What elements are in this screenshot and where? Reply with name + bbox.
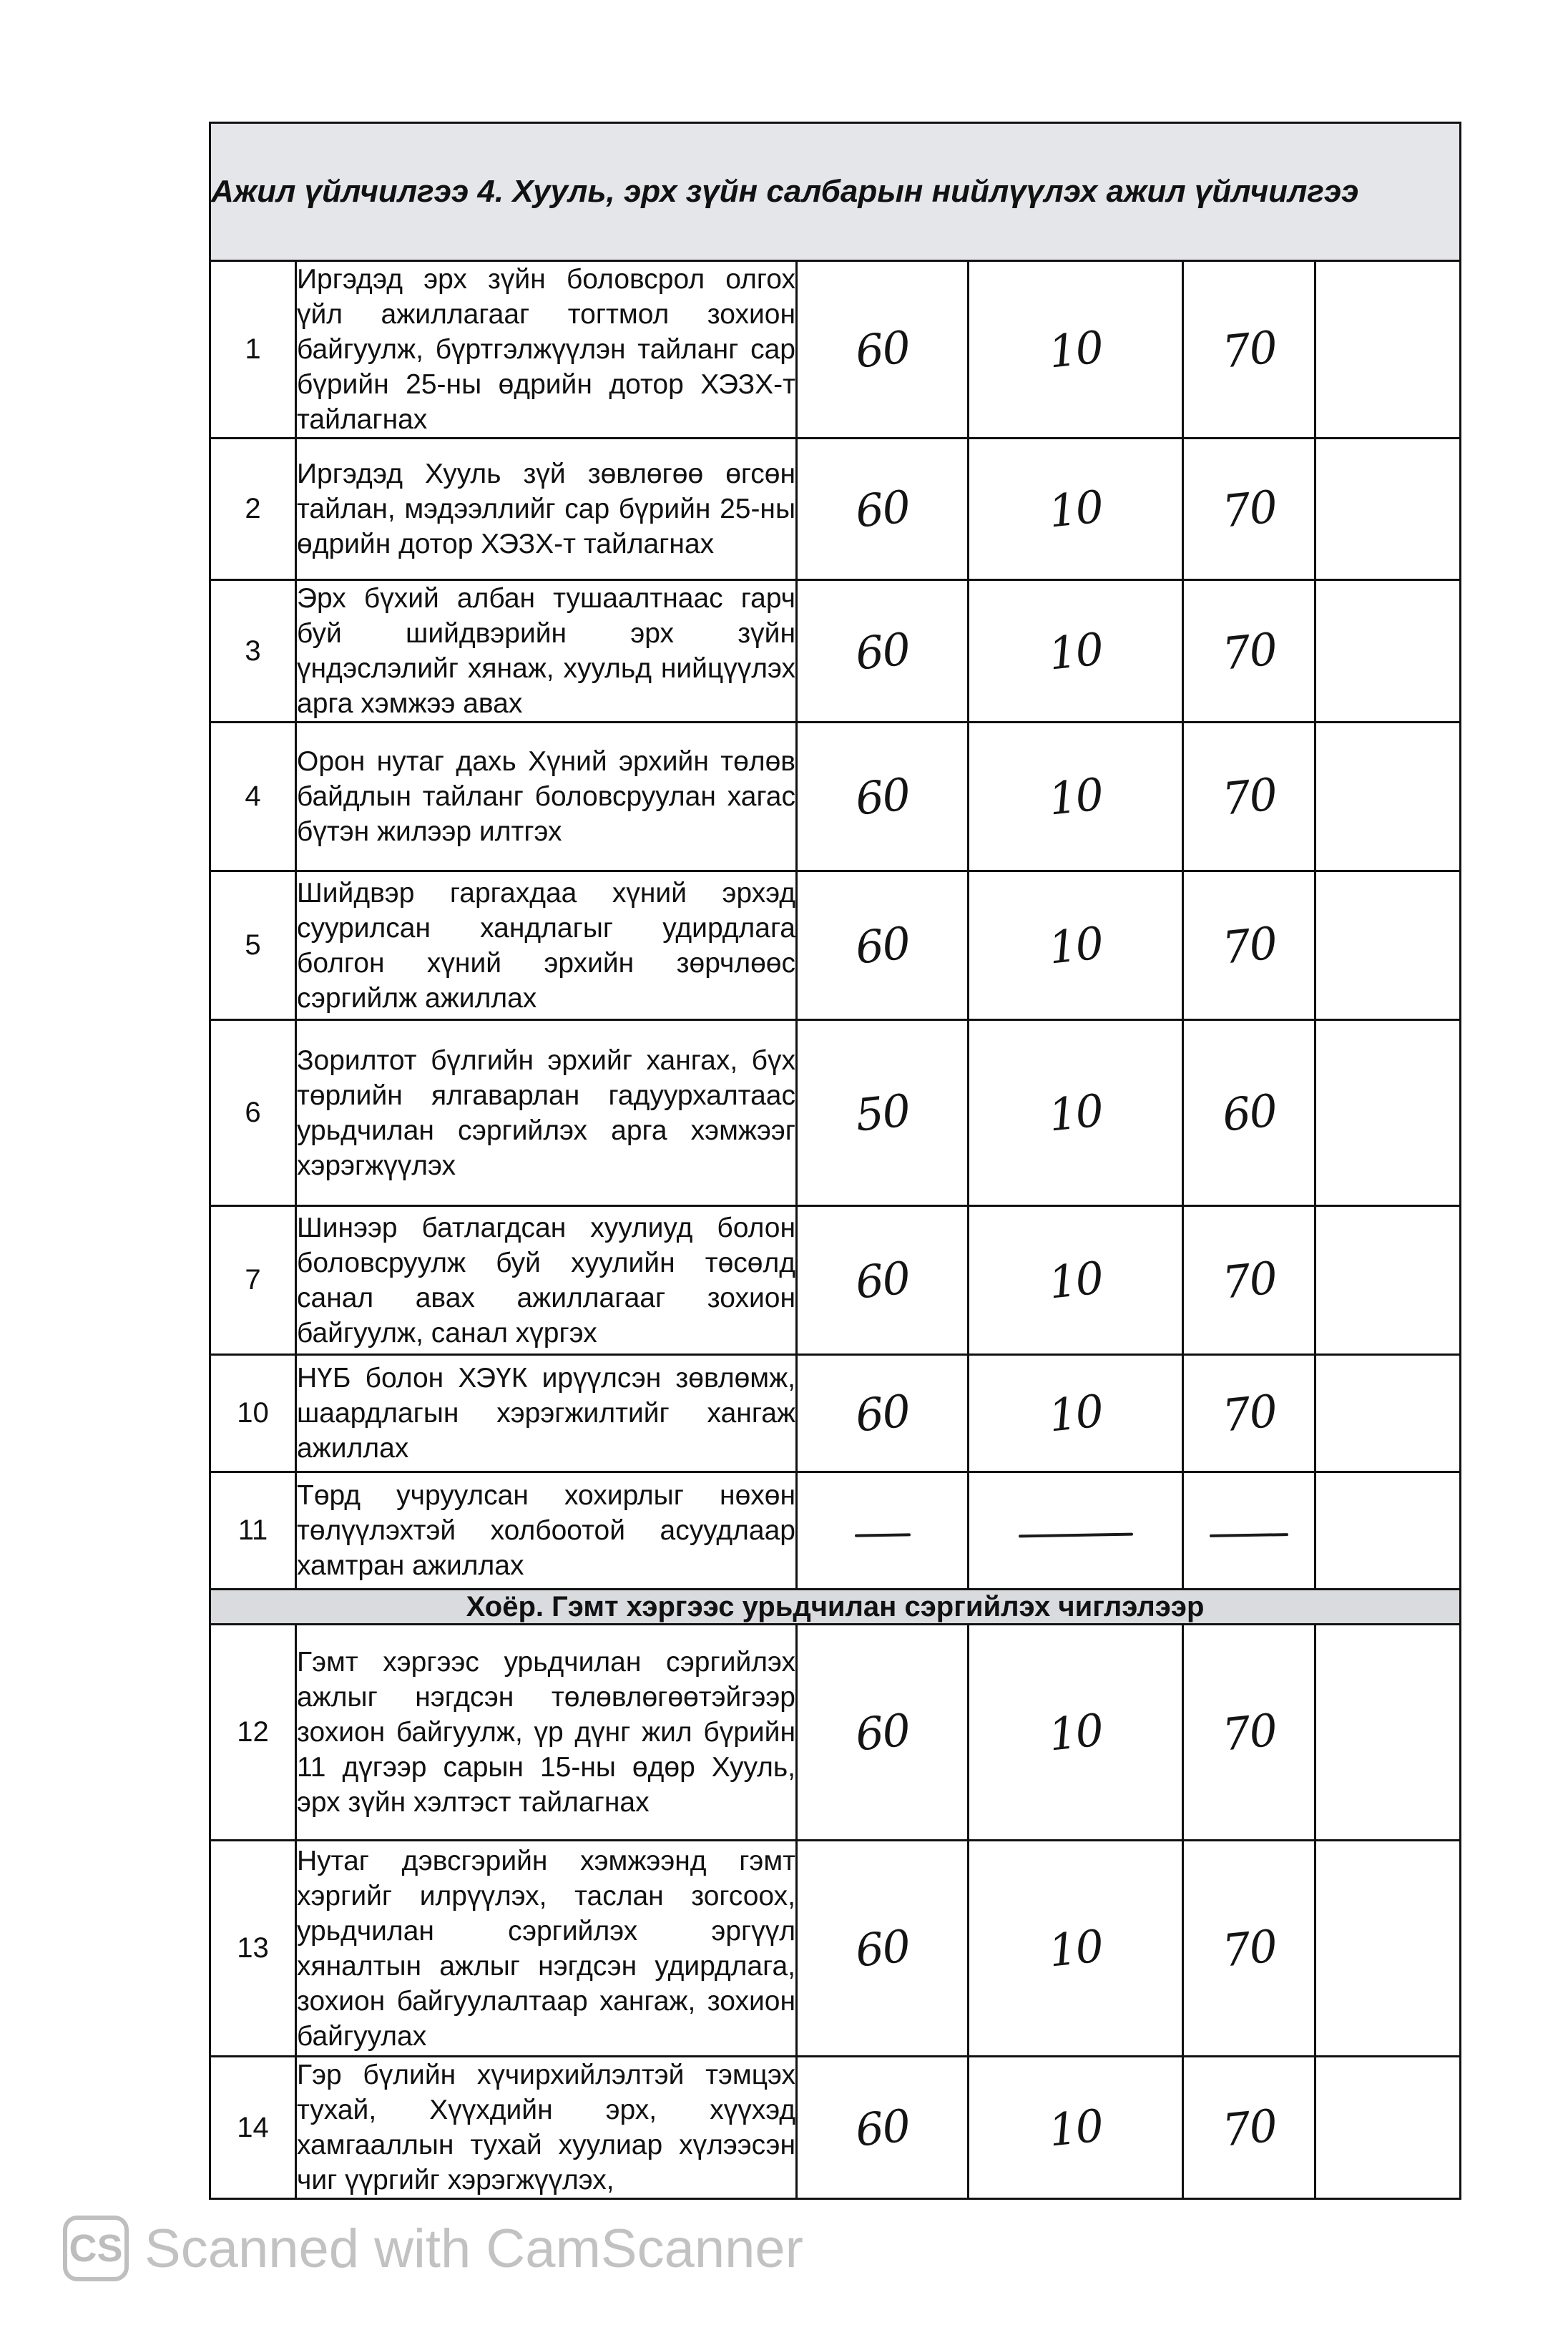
handwritten-score: 60 <box>853 916 912 974</box>
handwritten-score: 10 <box>1046 768 1105 826</box>
handwritten-score: 70 <box>1219 1251 1279 1309</box>
handwritten-score: 10 <box>1046 320 1105 378</box>
handwritten-score: 10 <box>1046 1384 1105 1442</box>
blank-cell <box>1315 1472 1461 1590</box>
task-description: Гэмт хэргээс урьдчилан сэргийлэх ажлыг нэгдсэн төлөвлөгөөтэйгээр зохион байгуулж, үр дүнг жил бүрийн 11 дүгээр сарын 15-ны өдөр Хууль, эрх зүйн хэлтэст тайлагнах <box>296 1625 797 1841</box>
score-mark-cell <box>969 439 1183 580</box>
row-number: 3 <box>210 580 296 723</box>
score-mark-cell <box>797 580 969 723</box>
row-number: 2 <box>210 439 296 580</box>
section-divider-row <box>210 1590 1461 1625</box>
score-mark-cell <box>1183 1206 1315 1355</box>
handwritten-score: 70 <box>1219 1703 1279 1761</box>
handwritten-score: 70 <box>1219 320 1279 378</box>
table-row <box>210 439 1461 580</box>
task-description: Шийдвэр гаргахдаа хүний эрхэд суурилсан хандлагыг удирдлага болгон хүний эрхийн зөрчлөөс сэргийлж ажиллах <box>296 871 797 1020</box>
task-description: Иргэдэд Хууль зүй зөвлөгөө өгсөн тайлан, мэдээллийг сар бүрийн 25-ны өдрийн дотор ХЭЗХ-т тайлагнах <box>296 439 797 580</box>
blank-cell <box>1315 2057 1461 2199</box>
blank-cell <box>1315 871 1461 1020</box>
task-description: Зорилтот бүлгийн эрхийг хангах, бүх төрлийн ялгаварлан гадуурхалтаас урьдчилан сэргийлэх арга хэмжээг хэрэгжүүлэх <box>296 1020 797 1206</box>
row-number: 1 <box>210 261 296 439</box>
score-mark-cell <box>1183 1020 1315 1206</box>
blank-cell <box>1315 1020 1461 1206</box>
score-mark-cell <box>797 2057 969 2199</box>
handwritten-score: 70 <box>1219 1919 1279 1977</box>
score-mark-cell <box>797 439 969 580</box>
work-services-table <box>209 122 1461 2200</box>
handwritten-score: 10 <box>1046 916 1105 974</box>
task-description: Нутаг дэвсгэрийн хэмжээнд гэмт хэргийг илрүүлэх, таслан зогсоох, урьдчилан сэргийлэх эргүүл хяналтын ажлыг нэгдсэн удирдлага, зохион байгуулалтаар хангаж, зохион байгуулах <box>296 1841 797 2057</box>
score-mark-cell <box>969 1020 1183 1206</box>
handwritten-score: 10 <box>1046 1084 1105 1142</box>
handwritten-score: 60 <box>853 622 912 680</box>
score-mark-cell <box>969 2057 1183 2199</box>
blank-cell <box>1315 261 1461 439</box>
handwritten-score: 60 <box>853 768 912 826</box>
table-row <box>210 1625 1461 1841</box>
score-mark-cell <box>1183 439 1315 580</box>
score-mark-cell <box>969 723 1183 871</box>
table-row <box>210 1841 1461 2057</box>
handwritten-score: 70 <box>1219 768 1279 826</box>
score-mark-cell <box>1183 1355 1315 1472</box>
score-mark-cell <box>1183 2057 1315 2199</box>
blank-cell <box>1315 439 1461 580</box>
score-mark-cell <box>1183 261 1315 439</box>
handwritten-score: 60 <box>853 2098 912 2157</box>
scanner-watermark-text: Scanned with CamScanner <box>144 2218 803 2279</box>
row-number: 6 <box>210 1020 296 1206</box>
handwritten-score: 60 <box>853 1919 912 1977</box>
blank-cell <box>1315 1625 1461 1841</box>
task-description: Орон нутаг дахь Хүний эрхийн төлөв байдлын тайланг боловсруулан хагас бүтэн жилээр илтгэх <box>296 723 797 871</box>
row-number: 13 <box>210 1841 296 2057</box>
section-title: Ажил үйлчилгээ 4. Хууль, эрх зүйн салбарын нийлүүлэх ажил үйлчилгээ <box>210 123 1461 261</box>
score-mark-cell <box>797 871 969 1020</box>
handwritten-dash <box>1018 1532 1132 1537</box>
row-number: 14 <box>210 2057 296 2199</box>
camscanner-logo-icon: CS <box>63 2216 129 2281</box>
task-description: НҮБ болон ХЭҮК ирүүлсэн зөвлөмж, шаардлагын хэрэгжилтийг хангаж ажиллах <box>296 1355 797 1472</box>
score-mark-cell <box>969 261 1183 439</box>
handwritten-score: 10 <box>1046 1703 1105 1761</box>
blank-cell <box>1315 1355 1461 1472</box>
handwritten-score: 60 <box>853 480 912 538</box>
score-mark-cell <box>797 1020 969 1206</box>
score-mark-cell <box>1183 1625 1315 1841</box>
handwritten-score: 70 <box>1219 916 1279 974</box>
handwritten-score: 70 <box>1219 1384 1279 1442</box>
table-row <box>210 2057 1461 2199</box>
task-description: Эрх бүхий албан тушаалтнаас гарч буй шийдвэрийн эрх зүйн үндэслэлийг хянаж, хуульд нийцүүлэх арга хэмжээ авах <box>296 580 797 723</box>
score-mark-cell <box>969 1355 1183 1472</box>
handwritten-score: 70 <box>1219 2098 1279 2157</box>
score-mark-cell <box>969 1472 1183 1590</box>
table-row <box>210 261 1461 439</box>
score-mark-cell <box>1183 723 1315 871</box>
score-mark-cell <box>797 1625 969 1841</box>
score-mark-cell <box>797 1206 969 1355</box>
score-mark-cell <box>797 1472 969 1590</box>
table-row <box>210 1355 1461 1472</box>
handwritten-score: 60 <box>853 1703 912 1761</box>
section2-title: Хоёр. Гэмт хэргээс урьдчилан сэргийлэх чиглэлээр <box>210 1590 1461 1625</box>
score-mark-cell <box>797 723 969 871</box>
section-header-row <box>210 123 1461 261</box>
handwritten-score: 60 <box>853 1251 912 1309</box>
task-description: Гэр бүлийн хүчирхийлэлтэй тэмцэх тухай, Хүүхдийн эрх, хүүхэд хамгааллын тухай хуулиар хүлээсэн чиг үүргийг хэрэгжүүлэх, <box>296 2057 797 2199</box>
row-number: 7 <box>210 1206 296 1355</box>
score-mark-cell <box>1183 1472 1315 1590</box>
handwritten-score: 60 <box>853 320 912 378</box>
handwritten-score: 10 <box>1046 622 1105 680</box>
table-row <box>210 871 1461 1020</box>
task-description: Иргэдэд эрх зүйн боловсрол олгох үйл ажиллагааг тогтмол зохион байгуулж, бүртгэлжүүлэн тайланг сар бүрийн 25-ны өдрийн дотор ХЭЗХ-т тайлагнах <box>296 261 797 439</box>
table-row <box>210 1472 1461 1590</box>
handwritten-score: 10 <box>1046 1919 1105 1977</box>
score-mark-cell <box>969 1625 1183 1841</box>
score-mark-cell <box>969 871 1183 1020</box>
score-mark-cell <box>969 1841 1183 2057</box>
handwritten-dash <box>854 1533 910 1537</box>
blank-cell <box>1315 1206 1461 1355</box>
score-mark-cell <box>969 1206 1183 1355</box>
handwritten-score: 60 <box>853 1384 912 1442</box>
row-number: 5 <box>210 871 296 1020</box>
scanner-watermark <box>63 2209 803 2288</box>
score-mark-cell <box>797 1841 969 2057</box>
table-row <box>210 580 1461 723</box>
blank-cell <box>1315 723 1461 871</box>
score-mark-cell <box>797 1355 969 1472</box>
handwritten-score: 50 <box>853 1084 912 1142</box>
handwritten-score: 70 <box>1219 480 1279 538</box>
row-number: 12 <box>210 1625 296 1841</box>
score-mark-cell <box>1183 580 1315 723</box>
row-number: 4 <box>210 723 296 871</box>
table-row <box>210 1020 1461 1206</box>
score-mark-cell <box>797 261 969 439</box>
blank-cell <box>1315 580 1461 723</box>
row-number: 11 <box>210 1472 296 1590</box>
handwritten-score: 70 <box>1219 622 1279 680</box>
handwritten-score: 60 <box>1219 1084 1279 1142</box>
handwritten-dash <box>1210 1533 1288 1537</box>
table-row <box>210 723 1461 871</box>
handwritten-score: 10 <box>1046 2098 1105 2157</box>
row-number: 10 <box>210 1355 296 1472</box>
score-mark-cell <box>969 580 1183 723</box>
handwritten-score: 10 <box>1046 1251 1105 1309</box>
score-mark-cell <box>1183 871 1315 1020</box>
table-row <box>210 1206 1461 1355</box>
task-description: Төрд учруулсан хохирлыг нөхөн төлүүлэхтэй холбоотой асуудлаар хамтран ажиллах <box>296 1472 797 1590</box>
blank-cell <box>1315 1841 1461 2057</box>
handwritten-score: 10 <box>1046 480 1105 538</box>
task-description: Шинээр батлагдсан хуулиуд болон боловсруулж буй хуулийн төсөлд санал авах ажиллагааг зохион байгуулж, санал хүргэх <box>296 1206 797 1355</box>
score-mark-cell <box>1183 1841 1315 2057</box>
